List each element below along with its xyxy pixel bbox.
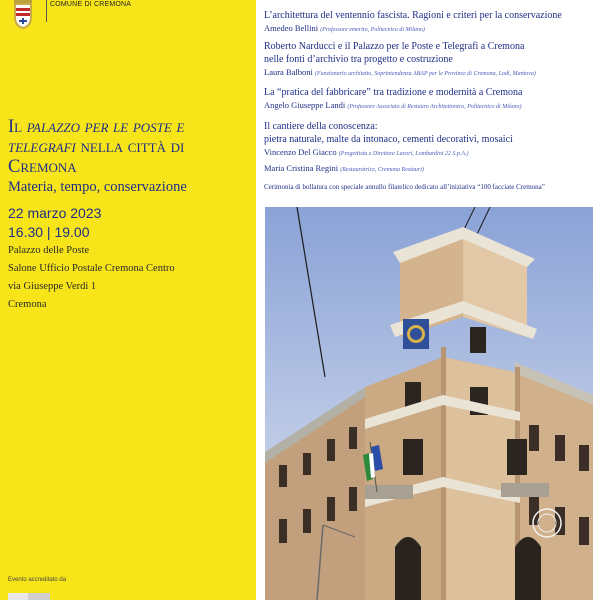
title-part-2: nella città di Cremona — [8, 137, 185, 177]
program-title: nelle fonti d’archivio tra progetto e costruzione — [264, 54, 453, 65]
program-title: Roberto Narducci e il Palazzo per le Poste e Telegrafi a Cremona — [264, 41, 525, 52]
title-part-1: Il — [8, 117, 27, 137]
ceremony-note: Cerimonia di bollatura con speciale annullo filatelico dedicato all’iniziativa “100 facciate Cremona” — [264, 183, 545, 191]
venue-line: Cremona — [8, 299, 47, 310]
program-item — [264, 40, 596, 80]
accreditation-logo — [8, 593, 50, 600]
program-item — [264, 9, 596, 36]
event-time: 16.30 | 19.00 — [8, 224, 90, 240]
speaker-role: (Professore Associato di Restauro Architettonico, Politecnico di Milano) — [347, 104, 522, 110]
speaker-name: Laura Balboni — [264, 67, 313, 77]
palazzo-poste-photo — [265, 207, 593, 600]
speaker-role: (Restauratrice, Cremona Restauri) — [340, 167, 424, 173]
venue-line: Salone Ufficio Postale Cremona Centro — [8, 263, 175, 274]
speaker-line — [264, 162, 596, 176]
header-divider — [46, 0, 47, 22]
program-item — [264, 120, 596, 176]
accreditation-label: Evento accreditato da — [8, 577, 67, 583]
speaker-name: Maria Cristina Regini — [264, 163, 339, 173]
event-subtitle: Materia, tempo, conservazione — [8, 179, 187, 195]
comune-label: COMUNE DI CREMONA — [50, 1, 132, 8]
speaker-line — [264, 66, 596, 80]
event-date: 22 marzo 2023 — [8, 205, 102, 221]
cremona-coat-of-arms-icon — [8, 0, 38, 30]
program-title: L’architettura del ventennio fascista. Ragioni e criteri per la conservazione — [264, 10, 562, 21]
program-item — [264, 86, 596, 113]
title-italic-part: palazzo per le poste e telegrafi — [8, 117, 185, 157]
program-title: Il cantiere della conoscenza: — [264, 121, 378, 132]
speaker-line — [264, 22, 596, 36]
speaker-name: Vincenzo Del Giacco — [264, 147, 337, 157]
left-panel — [0, 0, 256, 600]
venue-line: via Giuseppe Verdi 1 — [8, 281, 97, 292]
speaker-role: (Progettista e Direttore Lavori, Lombardini 22 S.p.A.) — [338, 151, 469, 157]
event-title — [8, 117, 253, 177]
speaker-name: Angelo Giuseppe Landi — [264, 100, 346, 110]
speaker-line — [264, 146, 596, 160]
speaker-name: Amedeo Bellini — [264, 23, 319, 33]
speaker-role: (Professore emerito, Politecnico di Milano) — [320, 27, 425, 33]
venue-line: Palazzo delle Poste — [8, 245, 90, 256]
program-title: La “pratica del fabbricare” tra tradizione e modernità a Cremona — [264, 87, 523, 98]
speaker-role: (Funzionario architetto, Soprintendenza ABAP per le Province di Cremona, Lodi, Mantova) — [314, 71, 536, 77]
program-title: pietra naturale, malte da intonaco, cementi decorativi, mosaici — [264, 134, 513, 145]
speaker-line — [264, 99, 596, 113]
right-panel — [256, 0, 600, 600]
